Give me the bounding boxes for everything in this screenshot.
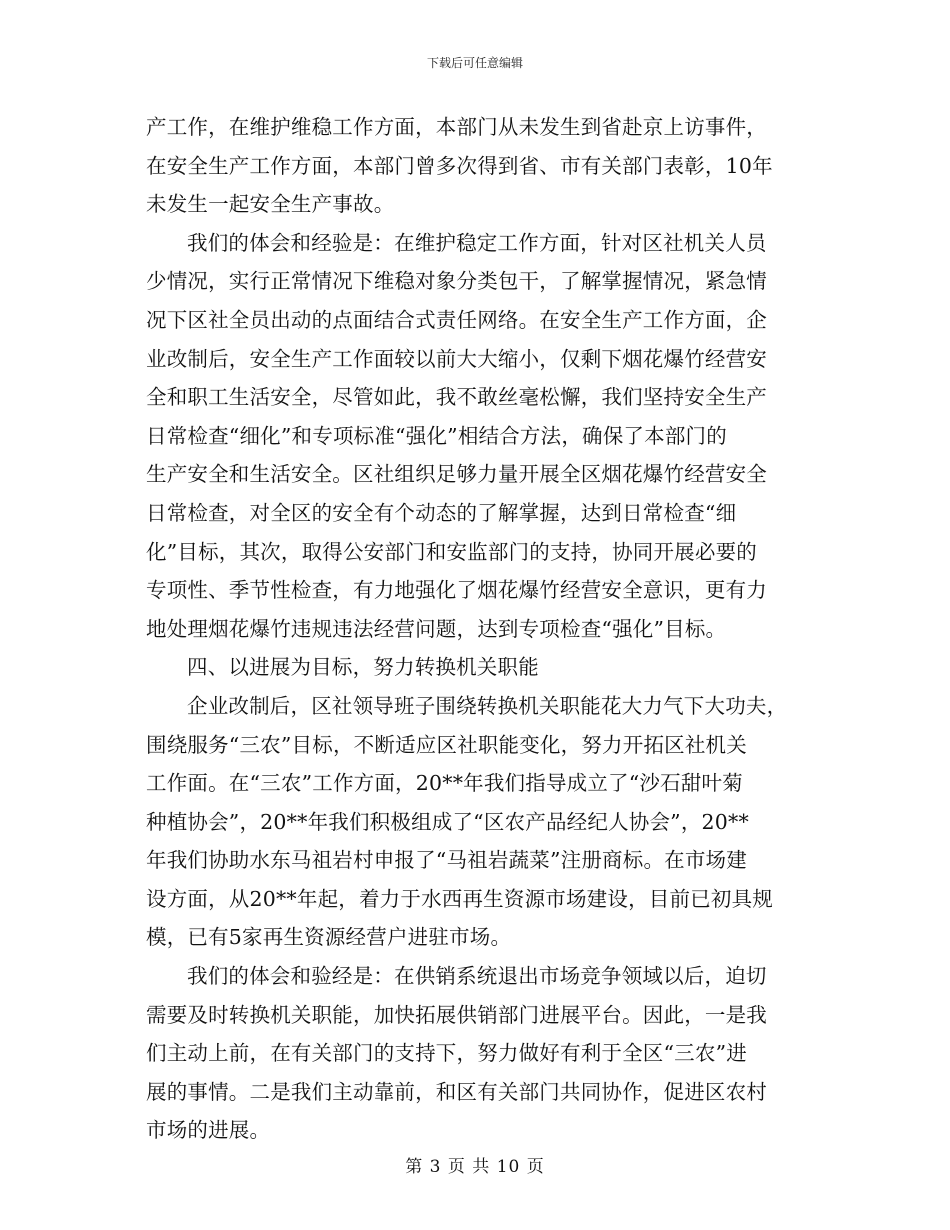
page-header: 下载后可任意编辑 — [426, 56, 523, 70]
text-line: 四、以进展为目标，努力转换机关职能 — [187, 655, 539, 680]
text-line: 需要及时转换机关职能，加快拓展供销部门进展平台。因此，一是我 — [146, 1002, 767, 1027]
document-body — [146, 108, 816, 1150]
text-line: 企业改制后，区社领导班子围绕转换机关职能花大力气下大功夫， — [187, 693, 788, 718]
text-line: 业改制后，安全生产工作面较以前大大缩小，仅剩下烟花爆竹经营安 — [146, 346, 767, 371]
text-line: 工作面。在“三农”工作方面，20**年我们指导成立了“沙石甜叶菊 — [146, 771, 743, 796]
text-line: 生产安全和生活安全。区社组织足够力量开展全区烟花爆竹经营安全 — [146, 462, 767, 487]
text-line: 我们的体会和验经是：在供销系统退出市场竞争领域以后，迫切 — [187, 964, 767, 989]
text-line: 地处理烟花爆竹违规违法经营问题，达到专项检查“强化”目标。 — [146, 616, 727, 641]
text-line: 围绕服务“三农”目标，不断适应区社职能变化，努力开拓区社机关 — [146, 732, 747, 757]
text-line: 市场的进展。 — [146, 1118, 271, 1143]
text-line: 少情况，实行正常情况下维稳对象分类包干，了解掌握情况，紧急情 — [146, 269, 767, 294]
text-line: 全和职工生活安全，尽管如此，我不敢丝毫松懈，我们坚持安全生产 — [146, 385, 767, 410]
text-line: 在安全生产工作方面，本部门曾多次得到省、市有关部门表彰，10年 — [146, 153, 773, 178]
text-line: 产工作，在维护维稳工作方面，本部门从未发生到省赴京上访事件， — [146, 115, 767, 139]
text-line: 日常检查“细化”和专项标准“强化”相结合方法，确保了本部门的 — [146, 423, 727, 448]
text-line: 专项性、季节性检查，有力地强化了烟花爆竹经营安全意识，更有力 — [146, 578, 767, 603]
text-line: 化”目标，其次，取得公安部门和安监部门的支持，协同开展必要的 — [146, 539, 757, 564]
text-line: 展的事情。二是我们主动靠前，和区有关部门共同协作，促进区农村 — [146, 1079, 767, 1104]
page-footer: 第 3 页 共 10 页 — [405, 1157, 545, 1177]
text-line: 未发生一起安全生产事故。 — [146, 192, 395, 217]
text-line: 种植协会”，20**年我们积极组成了“区农产品经纪人协会”，20** — [146, 809, 749, 834]
text-line: 模，已有5家再生资源经营户进驻市场。 — [146, 925, 512, 950]
text-line: 日常检查，对全区的安全有个动态的了解掌握，达到日常检查“细 — [146, 500, 737, 525]
text-line: 年我们协助水东马祖岩村申报了“马祖岩蔬菜”注册商标。在市场建 — [146, 848, 747, 873]
text-line: 况下区社全员出动的点面结合式责任网络。在安全生产工作方面，企 — [146, 307, 767, 332]
text-line: 设方面，从20**年起，着力于水西再生资源市场建设，目前已初具规 — [146, 886, 773, 911]
text-line: 我们的体会和经验是：在维护稳定工作方面，针对区社机关人员 — [187, 230, 767, 255]
text-line: 们主动上前，在有关部门的支持下，努力做好有利于全区“三农”进 — [146, 1041, 747, 1066]
